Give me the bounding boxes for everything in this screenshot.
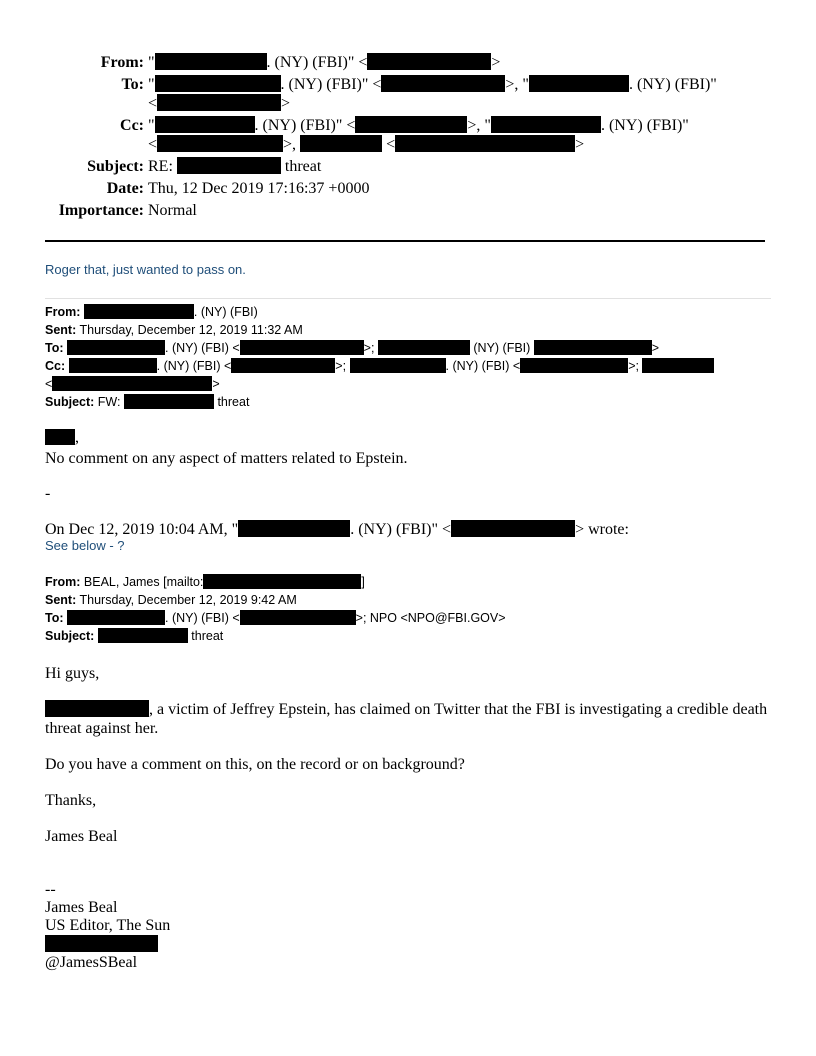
sig-title: US Editor, The Sun: [45, 917, 171, 934]
redaction: [155, 75, 281, 92]
from-label: From:: [100, 54, 144, 71]
para1-line1: , a victim of Jeffrey Epstein, has claimed on Twitter that the FBI is investigating a credible death: [45, 700, 767, 720]
dash: -: [45, 485, 51, 502]
fwd1-from: From: . (NY) (FBI): [45, 305, 258, 319]
redaction: [45, 935, 158, 952]
cc-value-line2: < >, < >: [148, 136, 585, 153]
redaction: [231, 358, 335, 373]
redaction: [381, 75, 505, 92]
subject-value: [148, 157, 321, 177]
to-label: To:: [121, 76, 144, 93]
redaction: [367, 53, 491, 70]
fwd1-sent: Sent: Thursday, December 12, 2019 11:32 AM: [45, 323, 303, 337]
redaction: [177, 157, 281, 174]
reply-text: Roger that, just wanted to pass on.: [45, 262, 246, 277]
date-label: Date:: [106, 180, 144, 197]
redaction: [69, 358, 157, 373]
from-value: " . (NY) (FBI)" < >: [148, 54, 501, 71]
redaction: [350, 358, 446, 373]
redaction: [534, 340, 652, 355]
to-value: " . (NY) (FBI)" < >, " . (NY) (FBI)": [148, 76, 717, 93]
reply-divider: [45, 298, 771, 299]
fwd2-to: To: . (NY) (FBI) < >; NPO <NPO@FBI.GOV>: [45, 611, 506, 625]
redaction: [157, 94, 281, 111]
on-wrote-line: On Dec 12, 2019 10:04 AM, " . (NY) (FBI)" < > wrote:: [45, 521, 629, 538]
sig-handle: @JamesSBeal: [45, 954, 138, 971]
redaction: [520, 358, 628, 373]
greeting: ,: [45, 428, 79, 448]
redaction: [124, 394, 214, 409]
redaction: [238, 520, 350, 537]
see-below: See below - ?: [45, 538, 125, 553]
redaction: [240, 340, 364, 355]
redaction: [52, 376, 212, 391]
redaction: [355, 116, 467, 133]
fwd2-from: From: BEAL, James [mailto: ]: [45, 575, 365, 589]
redaction: [378, 340, 470, 355]
redaction: [157, 135, 283, 152]
para1-line2: threat against her.: [45, 720, 159, 737]
no-comment-line: No comment on any aspect of matters related to Epstein.: [45, 450, 408, 467]
redaction: [155, 53, 267, 70]
fwd2-subject: Subject: threat: [45, 629, 224, 643]
thanks: Thanks,: [45, 792, 97, 809]
redaction: [67, 610, 165, 625]
header-divider: [45, 240, 765, 242]
to-value-line2: < >: [148, 95, 291, 112]
cc-value: " . (NY) (FBI)" < >, " . (NY) (FBI)": [148, 117, 689, 134]
cc-label: Cc:: [120, 117, 144, 134]
subject-label: Subject:: [87, 158, 144, 175]
subject-suffix: threat: [284, 158, 322, 175]
importance-value: Normal: [148, 202, 197, 219]
redaction: [203, 574, 361, 589]
redaction: [98, 628, 188, 643]
fwd1-subject: Subject: FW: threat: [45, 395, 250, 409]
fwd1-cc: Cc: . (NY) (FBI) < >; . (NY) (FBI) < >;: [45, 357, 714, 375]
redaction: [45, 429, 75, 445]
subject-prefix: RE:: [148, 158, 173, 175]
redaction: [300, 135, 382, 152]
sig-name: James Beal: [45, 899, 118, 916]
redaction: [84, 304, 194, 319]
redaction: [529, 75, 629, 92]
signoff-name: James Beal: [45, 828, 118, 845]
sig-dashes: --: [45, 881, 56, 898]
fwd1-to: To: . (NY) (FBI) < >; (NY) (FBI) >: [45, 341, 660, 355]
fwd1-cc-line2: < >: [45, 377, 220, 391]
redaction: [491, 116, 601, 133]
redaction: [45, 700, 149, 717]
date-value: Thu, 12 Dec 2019 17:16:37 +0000: [148, 180, 370, 197]
fwd2-sent: Sent: Thursday, December 12, 2019 9:42 AM: [45, 593, 297, 607]
redaction: [451, 520, 575, 537]
letter-greeting: Hi guys,: [45, 665, 100, 682]
redaction: [395, 135, 575, 152]
redaction: [155, 116, 255, 133]
redaction: [67, 340, 165, 355]
redaction: [240, 610, 356, 625]
para2: Do you have a comment on this, on the record or on background?: [45, 756, 465, 773]
redaction: [642, 358, 714, 373]
importance-label: Importance:: [58, 202, 144, 219]
